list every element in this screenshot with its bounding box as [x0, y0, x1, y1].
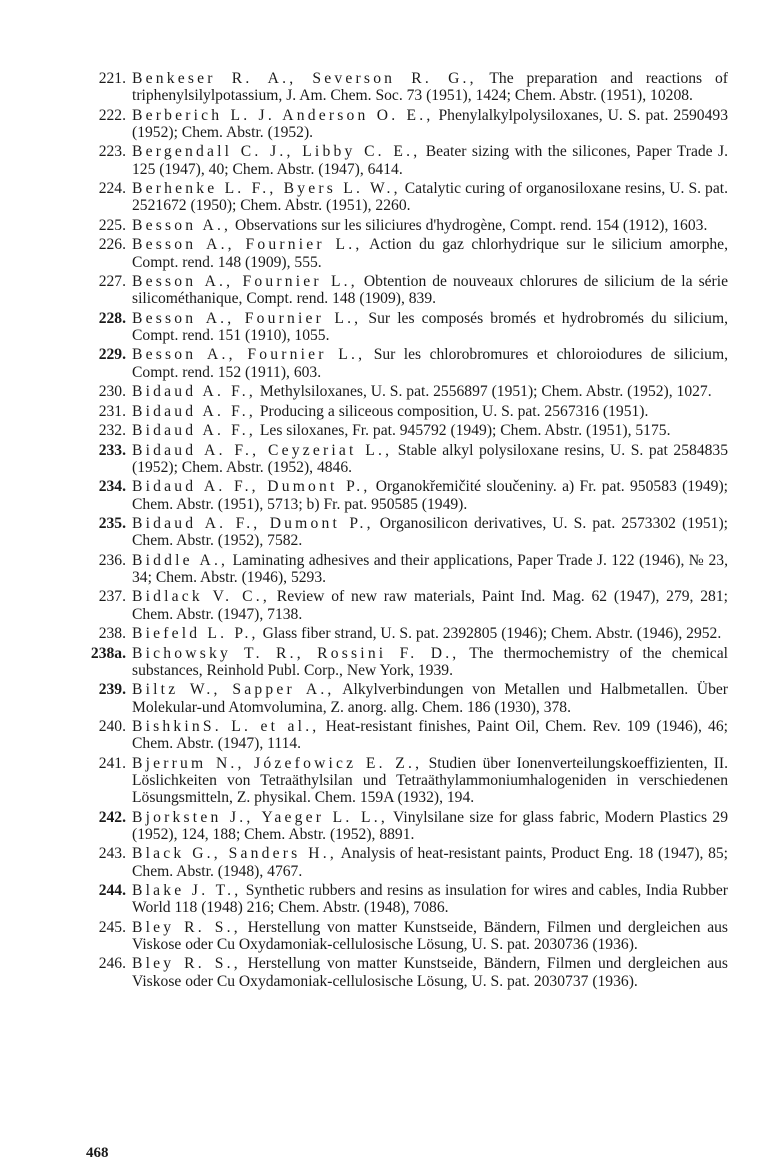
entry-number: 232.: [98, 422, 126, 440]
bibliography-list: [84, 70, 728, 992]
reference-entry: [84, 809, 728, 843]
entry-author: Bidaud A. F., Ceyzeriat L.,: [132, 441, 393, 459]
entry-author: Biefeld L. P.,: [132, 625, 259, 643]
entry-text: Catalytic curing of organosiloxane resins, U. S. pat. 2521672 (1950); Chem. Abstr. (1951), 2260.: [132, 180, 728, 215]
entry-text: Glass fiber strand, U. S. pat. 2392805 (1946); Chem. Abstr. (1946), 2952.: [258, 625, 722, 643]
entry-text: Analysis of heat-resistant paints, Product Eng. 18 (1947), 85; Chem. Abstr. (1948), 4767.: [132, 845, 728, 880]
entry-number: 245.: [98, 918, 126, 936]
entry-number: 239.: [98, 681, 126, 699]
entry-text: Phenylalkylpolysiloxanes, U. S. pat. 2590493 (1952); Chem. Abstr. (1952).: [132, 106, 728, 141]
entry-author: Bichowsky T. R., Rossini F. D.,: [132, 644, 460, 662]
entry-text: Stable alkyl polysiloxane resins, U. S. pat 2584835 (1952); Chem. Abstr. (1952), 4846.: [132, 441, 729, 476]
entry-text: Organokřemičité sloučeniny. a) Fr. pat. 950583 (1949); Chem. Abstr. (1951), 5713; b) Fr. pat. 950585 (1949).: [132, 478, 728, 513]
reference-entry: [84, 403, 728, 420]
reference-entry: [84, 107, 728, 141]
entry-text: Beater sizing with the silicones, Paper Trade J. 125 (1947), 40; Chem. Abstr. (1947), 6414.: [132, 143, 728, 178]
entry-author: Bergendall C. J., Libby C. E.,: [132, 143, 421, 161]
entry-author: Bley R. S.,: [132, 918, 241, 936]
entry-text: The preparation and reactions of triphenylsilylpotassium, J. Am. Chem. Soc. 73 (1951), 1424; Chem. Abstr. (1951), 10208.: [132, 70, 729, 105]
entry-author: Bidaud A. F.,: [132, 422, 256, 440]
entry-number: 235.: [98, 515, 126, 533]
reference-entry: [84, 718, 728, 752]
entry-number: 234.: [98, 478, 126, 496]
entry-author: Bidaud A. F., Dumont P.,: [132, 515, 374, 533]
entry-author: Biddle A.,: [132, 551, 229, 569]
entry-number: 241.: [98, 754, 126, 772]
reference-entry: [84, 143, 728, 177]
entry-number: 224.: [98, 180, 126, 198]
entry-number: 227.: [98, 273, 126, 291]
reference-entry: [84, 845, 728, 879]
entry-number: 221.: [98, 70, 126, 87]
reference-entry: [84, 70, 728, 104]
entry-number: 226.: [98, 236, 126, 254]
entry-text: The thermochemistry of the chemical substances, Reinhold Publ. Corp., New York, 1939.: [132, 644, 728, 679]
reference-entry: [84, 478, 728, 512]
reference-entry: [84, 442, 728, 476]
entry-number: 225.: [98, 216, 126, 234]
entry-text: Sur les chlorobromures et chloroiodures de silicium, Compt. rend. 152 (1911), 603.: [132, 346, 728, 381]
entry-number: 240.: [98, 718, 126, 736]
entry-author: Bidaud A. F., Dumont P.,: [132, 478, 371, 496]
entry-author: BishkinS. L. et al.,: [132, 718, 320, 736]
entry-number: 231.: [98, 402, 126, 420]
entry-author: Bjerrum N., Józefowicz E. Z.,: [132, 754, 423, 772]
entry-author: Berberich L. J. Anderson O. E.,: [132, 106, 434, 124]
entry-number: 242.: [98, 808, 126, 826]
entry-number: 228.: [98, 309, 126, 327]
entry-number: 238a.: [90, 644, 126, 662]
entry-author: Black G., Sanders H.,: [132, 845, 337, 863]
entry-text: Sur les composés bromés et hydrobromés du silicium, Compt. rend. 151 (1910), 1055.: [132, 309, 728, 344]
entry-number: 236.: [98, 551, 126, 569]
entry-text: Herstellung von matter Kunstseide, Bändern, Filmen und dergleichen aus Viskose oder Cu Oxydamoniak-cellulosische Lösung, U. S. pat. 2030737 (1936).: [132, 955, 728, 990]
entry-text: Laminating adhesives and their applications, Paper Trade J. 122 (1946), № 23, 34; Chem. Abstr. (1946), 5293.: [132, 551, 728, 586]
entry-author: Bjorksten J., Yaeger L. L.,: [132, 808, 388, 826]
page-number: 468: [86, 1145, 109, 1161]
entry-number: 223.: [98, 143, 126, 161]
reference-entry: [84, 645, 728, 679]
entry-text: Les siloxanes, Fr. pat. 945792 (1949); Chem. Abstr. (1951), 5175.: [255, 422, 671, 440]
reference-entry: [84, 955, 728, 989]
entry-text: Studien über Ionenverteilungskoeffizienten, II. Löslichkeiten von Tetraäthylsilan und Tetraäthylammoniumhalogeniden in verschiedenen Lösungsmitteln, Z. physikal. Chem. 159A (1932), 194.: [132, 754, 728, 807]
reference-entry: [84, 588, 728, 622]
entry-number: 237.: [98, 588, 126, 606]
reference-entry: [84, 383, 728, 400]
reference-entry: [84, 180, 728, 214]
entry-number: 233.: [98, 441, 126, 459]
reference-entry: [84, 625, 728, 642]
entry-text: Vinylsilane size for glass fabric, Modern Plastics 29 (1952), 124, 188; Chem. Abstr. (1952), 8891.: [132, 808, 728, 843]
entry-author: Benkeser R. A., Severson R. G.,: [132, 70, 477, 87]
entry-author: Bidaud A. F.,: [132, 402, 256, 420]
entry-number: 238.: [98, 625, 126, 643]
entry-author: Berhenke L. F., Byers L. W.,: [132, 180, 401, 198]
reference-entry: [84, 919, 728, 953]
entry-number: 246.: [98, 955, 126, 973]
entry-author: Besson A.,: [132, 216, 232, 234]
entry-author: Biltz W., Sapper A.,: [132, 681, 335, 699]
entry-author: Bidaud A. F.,: [132, 383, 256, 401]
reference-entry: [84, 346, 728, 380]
entry-text: Synthetic rubbers and resins as insulation for wires and cables, India Rubber World 118 (1948) 216; Chem. Abstr. (1948), 7086.: [132, 882, 728, 917]
reference-entry: [84, 310, 728, 344]
entry-author: Besson A., Fournier L.,: [132, 346, 366, 364]
entry-number: 229.: [98, 346, 126, 364]
reference-entry: [84, 552, 728, 586]
entry-text: Heat-resistant finishes, Paint Oil, Chem. Rev. 109 (1946), 46; Chem. Abstr. (1947), 1114.: [132, 718, 728, 753]
entry-text: Obtention de nouveaux chlorures de silicium de la série silicométhanique, Compt. rend. 148 (1909), 839.: [132, 273, 729, 308]
entry-text: Review of new raw materials, Paint Ind. Mag. 62 (1947), 279, 281; Chem. Abstr. (1947), 7138.: [132, 588, 728, 623]
entry-text: Methylsiloxanes, U. S. pat. 2556897 (1951); Chem. Abstr. (1952), 1027.: [255, 383, 712, 401]
entry-author: Besson A., Fournier L.,: [132, 236, 363, 254]
entry-author: Besson A., Fournier L.,: [132, 273, 358, 291]
reference-entry: [84, 236, 728, 270]
entry-number: 222.: [98, 106, 126, 124]
reference-entry: [84, 422, 728, 439]
entry-author: Bley R. S.,: [132, 955, 241, 973]
entry-text: Producing a siliceous composition, U. S. pat. 2567316 (1951).: [255, 402, 649, 420]
entry-number: 243.: [98, 845, 126, 863]
entry-number: 244.: [98, 882, 126, 900]
entry-author: Bidlack V. C.,: [132, 588, 270, 606]
entry-text: Alkylverbindungen von Metallen und Halbmetallen. Über Molekular-und Atomvolumina, Z. anorg. allg. Chem. 186 (1930), 378.: [132, 681, 728, 716]
reference-entry: [84, 755, 728, 807]
entry-number: 230.: [98, 383, 126, 401]
entry-text: Organosilicon derivatives, U. S. pat. 2573302 (1951); Chem. Abstr. (1952), 7582.: [132, 515, 728, 550]
reference-entry: [84, 217, 728, 234]
reference-entry: [84, 882, 728, 916]
reference-entry: [84, 681, 728, 715]
entry-text: Herstellung von matter Kunstseide, Bändern, Filmen und dergleichen aus Viskose oder Cu Oxydamoniak-cellulosische Lösung, U. S. pat. 2030736 (1936).: [132, 918, 728, 953]
entry-text: Action du gaz chlorhydrique sur le silicium amorphe, Compt. rend. 148 (1909), 555.: [132, 236, 728, 271]
reference-entry: [84, 273, 728, 307]
entry-text: Observations sur les siliciures d'hydrogène, Compt. rend. 154 (1912), 1603.: [231, 216, 708, 234]
reference-entry: [84, 515, 728, 549]
entry-author: Blake J. T.,: [132, 882, 242, 900]
entry-author: Besson A., Fournier L.,: [132, 309, 362, 327]
